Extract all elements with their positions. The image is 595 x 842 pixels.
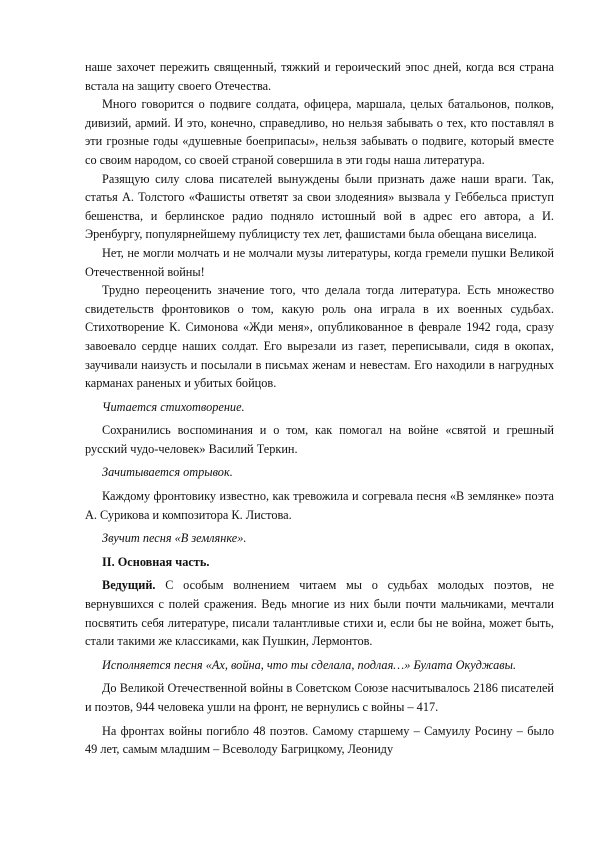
stage-direction-3: Звучит песня «В землянке». (102, 531, 247, 546)
paragraph-9: До Великой Отечественной войны в Советском Союзе насчитывалось 2186 писателей и поэтов, 944 человека ушли на фронт, не вернулись с войны – 417. (85, 681, 554, 714)
paragraph-2: Много говорится о подвиге солдата, офицера, маршала, целых батальонов, полков, дивизий, армий. И это, конечно, справедливо, но нельзя забывать о тех, кто поставлял в эти грозные годы «душевные боеприпасы», нельзя забывать о подвиге, который вместе со своим народом, со своей страной совершила в эти годы наша литература. (85, 97, 554, 167)
paragraph-6: Сохранились воспоминания и о том, как помогал на войне «святой и грешный русский чудо-человек» Василий Теркин. (85, 423, 554, 456)
stage-direction-2: Зачитывается отрывок. (102, 465, 233, 480)
section-heading: II. Основная часть. (102, 554, 210, 569)
paragraph-10: На фронтах войны погибло 48 поэтов. Самому старшему – Самуилу Росину – было 49 лет, самым младшим – Всеволоду Багрицкому, Леониду (85, 723, 554, 757)
stage-direction-1: Читается стихотворение. (102, 399, 245, 414)
paragraph-5: Трудно переоценить значение того, что делала тогда литература. Есть множество свидетельств фронтовиков о том, какую роль она играла в их военных судьбах. Стихотворение К. Симонова «Жди меня», опубликованное в феврале 1942 года, сразу завоевало сердце наших солдат. Его вырезали из газет, переписывали, сидя в окопах, заучивали наизусть и посылали в письмах женам и невестам. Его находили в нагрудных карманах раненых и убитых бойцов. (85, 283, 554, 391)
paragraph-8 (85, 576, 554, 650)
stage-direction-4: Исполняется песня «Ах, война, что ты сделала, подлая…» Булата Окуджавы. (102, 657, 517, 672)
paragraph-3: Разящую силу слова писателей вынуждены были признать даже наши враги. Так, статья А. Толстого «Фашисты ответят за свои злодеяния» вызвала у Геббельса приступ бешенства, и берлинское радио подняло истошный вой в адрес его автора, а И. Эренбургу, популярнейшему публицисту тех лет, фашистами была обещана виселица. (85, 171, 554, 242)
paragraph-1: наше захочет пережить священный, тяжкий и героический эпос дней, когда вся страна встала на защиту своего Отечества. (85, 60, 554, 93)
document-body (85, 58, 554, 759)
paragraph-4: Нет, не могли молчать и не молчали музы литературы, когда гремели пушки Великой Отечественной войны! (85, 245, 554, 279)
paragraph-7: Каждому фронтовику известно, как тревожила и согревала песня «В землянке» поэта А. Сурикова и композитора К. Листова. (85, 489, 554, 522)
speaker-label: Ведущий. (102, 578, 156, 593)
paragraph-8-text: С особым волнением читаем мы о судьбах молодых поэтов, не вернувшихся с полей сражения. Ведь многие из них были почти мальчиками, мечтали посвятить себя литературе, писали талантливые стихи и, если бы не война, может быть, стали такими же классиками, как Пушкин, Лермонтов. (85, 578, 554, 649)
